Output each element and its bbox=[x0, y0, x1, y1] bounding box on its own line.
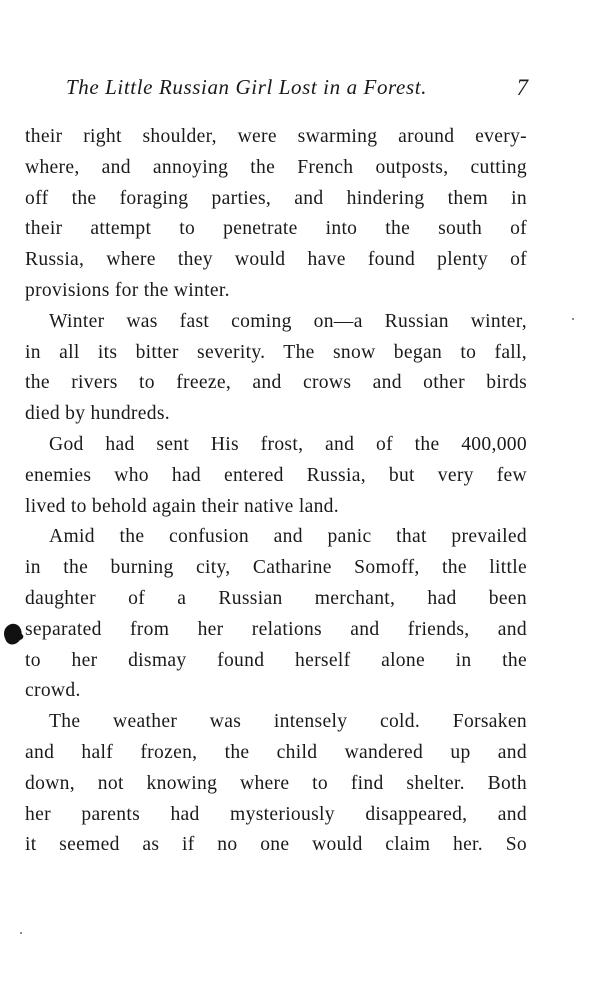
text-line: Winter was fast coming on—a Russian winter, bbox=[49, 310, 527, 332]
text-line: their attempt to penetrate into the south of bbox=[25, 218, 527, 240]
text-line: down, not knowing where to find shelter. Both bbox=[25, 772, 527, 794]
paragraph-1 bbox=[25, 122, 527, 307]
paper-speck bbox=[20, 932, 22, 934]
paragraph-5 bbox=[25, 707, 527, 861]
text-line: the rivers to freeze, and crows and other birds bbox=[25, 372, 527, 394]
text-line: in all its bitter severity. The snow began to fall, bbox=[25, 341, 527, 363]
text-line: her parents had mysteriously disappeared, and bbox=[25, 803, 527, 825]
text-line: separated from her relations and friends, and bbox=[25, 618, 527, 640]
running-title: The Little Russian Girl Lost in a Forest. bbox=[66, 75, 428, 99]
text-line: off the foraging parties, and hindering them in bbox=[25, 187, 527, 209]
paragraph-3 bbox=[25, 430, 527, 522]
ink-blot bbox=[1, 622, 25, 647]
text-line: daughter of a Russian merchant, had been bbox=[25, 587, 527, 609]
text-line: died by hundreds. bbox=[25, 403, 170, 425]
text-line: where, and annoying the French outposts, cutting bbox=[25, 156, 527, 178]
text-line: Russia, where they would have found plenty of bbox=[25, 249, 527, 271]
paragraph-2 bbox=[25, 307, 527, 430]
text-line: Amid the confusion and panic that prevailed bbox=[49, 526, 527, 548]
paragraph-4 bbox=[25, 522, 527, 707]
text-line: The weather was intensely cold. Forsaken bbox=[49, 711, 527, 733]
body-text bbox=[25, 122, 527, 861]
running-head bbox=[58, 73, 528, 105]
page-number: 7 bbox=[516, 75, 528, 100]
text-line: their right shoulder, were swarming around every- bbox=[25, 126, 527, 147]
text-line: God had sent His frost, and of the 400,000 bbox=[49, 433, 527, 455]
text-line: to her dismay found herself alone in the bbox=[25, 649, 527, 671]
text-line: it seemed as if no one would claim her. So bbox=[25, 834, 527, 856]
text-line: and half frozen, the child wandered up and bbox=[25, 741, 527, 763]
text-line: crowd. bbox=[25, 680, 81, 702]
text-line: provisions for the winter. bbox=[25, 279, 230, 301]
text-line: enemies who had entered Russia, but very few bbox=[25, 464, 527, 486]
text-line: in the burning city, Catharine Somoff, the little bbox=[25, 557, 527, 579]
text-line: lived to behold again their native land. bbox=[25, 495, 339, 517]
paper-speck bbox=[572, 318, 574, 320]
